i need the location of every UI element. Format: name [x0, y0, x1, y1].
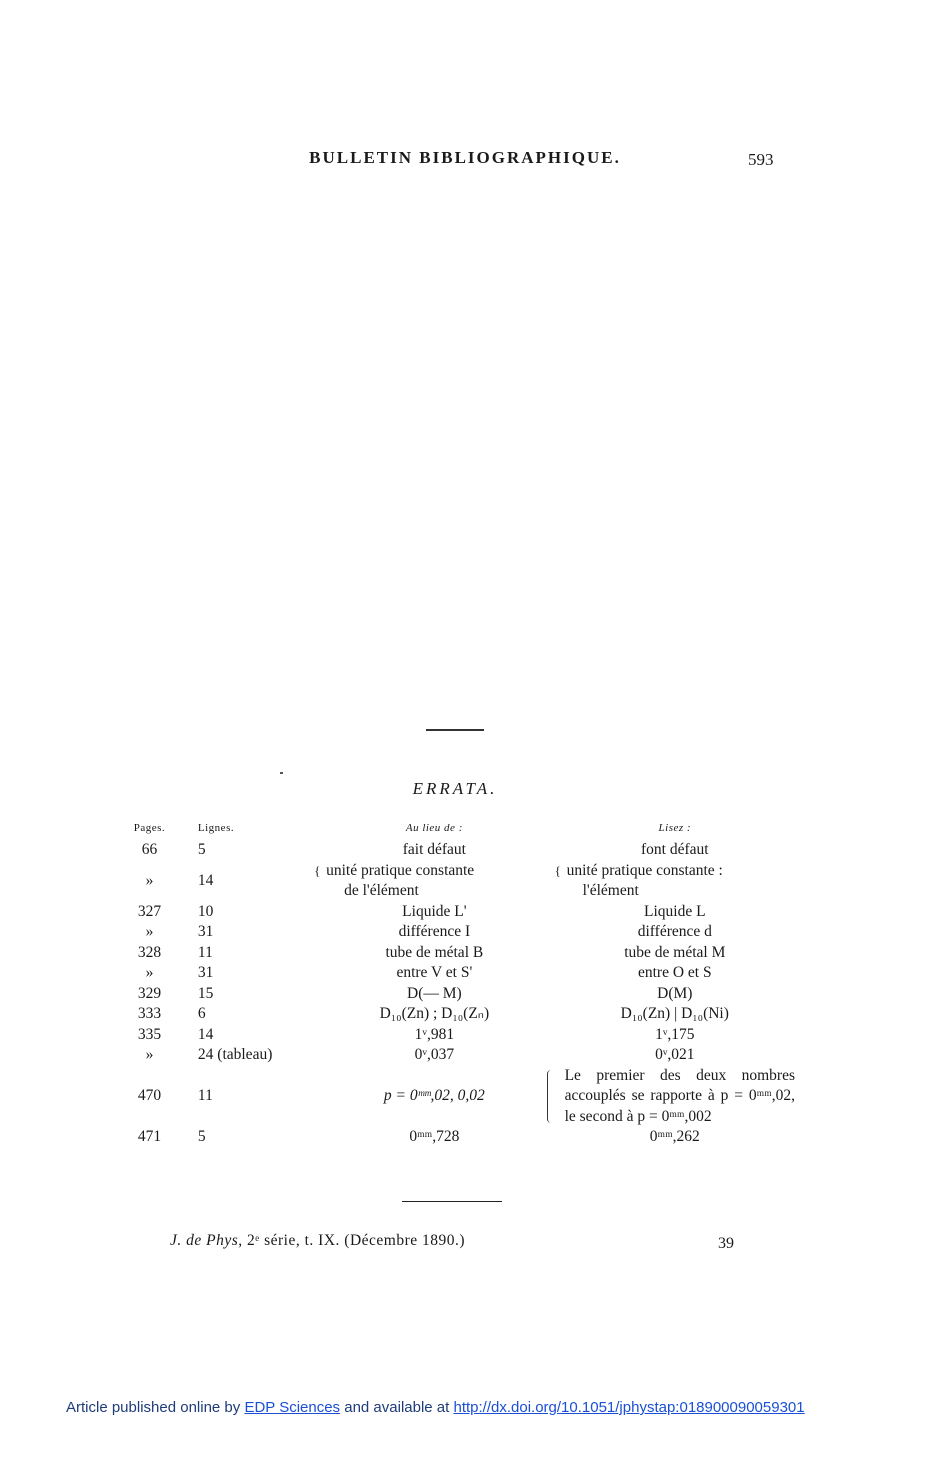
errata-line: 14: [197, 1025, 214, 1043]
errata-row: [125, 1066, 795, 1128]
errata-row: [125, 1004, 795, 1025]
errata-wrong: 1ᵛ,981: [414, 1025, 455, 1043]
errata-table: [125, 822, 795, 1148]
brace-glyph: [547, 1070, 554, 1124]
errata-row: [125, 861, 795, 902]
errata-correct: font défaut: [641, 841, 709, 858]
errata-wrong: fait défaut: [402, 841, 466, 858]
errata-page: »: [145, 964, 154, 981]
errata-wrong: Liquide L': [402, 902, 467, 920]
errata-line: 11: [197, 1087, 213, 1104]
errata-page: »: [145, 1046, 154, 1063]
errata-line: 14: [197, 871, 214, 889]
errata-correct: 1ᵛ,175: [655, 1025, 695, 1043]
publisher-prefix: Article published online by: [66, 1399, 245, 1416]
errata-page: 471: [137, 1128, 162, 1145]
errata-line: 31: [197, 964, 214, 981]
print-speck: [280, 772, 283, 774]
col-header-pages: Pages.: [133, 822, 166, 834]
errata-correct: D₁₀(Zn) | D₁₀(Ni): [620, 1005, 729, 1022]
errata-page: 333: [137, 1005, 162, 1022]
errata-wrong-line: de l'élément: [344, 882, 419, 899]
footer-citation: [170, 1232, 465, 1250]
errata-page: »: [145, 923, 154, 940]
errata-line: 15: [197, 984, 214, 1002]
errata-correct: [555, 861, 795, 902]
errata-correct-line: unité pratique constante :: [566, 861, 723, 879]
errata-page: 328: [137, 943, 162, 961]
errata-correct: différence d: [637, 923, 712, 940]
sheet-number: 39: [718, 1235, 734, 1252]
errata-row: [125, 1127, 795, 1148]
errata-line: 6: [197, 1005, 206, 1022]
footer-rule: [402, 1201, 502, 1202]
errata-wrong: p = 0ᵐᵐ,02, 0,02: [383, 1087, 485, 1104]
errata-line: 31: [197, 923, 214, 940]
errata-header-row: [125, 822, 795, 840]
errata-line: 5: [197, 1128, 206, 1145]
errata-wrong: 0ᵛ,037: [414, 1046, 455, 1063]
errata-row: [125, 1025, 795, 1046]
section-divider: [426, 729, 484, 731]
errata-row: [125, 963, 795, 984]
errata-page: 470: [137, 1087, 162, 1104]
errata-correct: tube de métal M: [624, 943, 726, 961]
errata-row: [125, 1045, 795, 1066]
errata-line: 5: [197, 841, 206, 858]
errata-correct-line: l'élément: [582, 882, 639, 899]
publisher-link[interactable]: EDP Sciences: [244, 1399, 341, 1416]
publisher-middle: and available at: [340, 1399, 454, 1416]
col-header-lisez: Lisez :: [658, 822, 692, 834]
page-number: 593: [748, 150, 774, 169]
errata-row: [125, 984, 795, 1005]
errata-wrong: [314, 861, 554, 902]
errata-correct: Liquide L: [644, 902, 706, 920]
errata-wrong: différence I: [398, 923, 471, 940]
errata-row: [125, 943, 795, 964]
errata-wrong: entre V et S': [396, 964, 473, 981]
errata-correct-text: Le premier des deux nombres accouplés se rapporte à p = 0ᵐᵐ,02, le second à p = 0ᵐᵐ,002: [564, 1066, 795, 1125]
errata-correct: 0ᵛ,021: [655, 1046, 695, 1063]
errata-page: 329: [137, 984, 162, 1002]
errata-page: 327: [137, 902, 162, 920]
journal-name: J. de Phys: [170, 1232, 239, 1249]
errata-line: 24 (tableau): [197, 1046, 273, 1063]
errata-wrong: tube de métal B: [385, 943, 484, 961]
errata-page: 335: [137, 1025, 162, 1043]
errata-correct: D(M): [657, 984, 693, 1002]
brace-glyph: {: [314, 862, 321, 878]
errata-page: 66: [141, 841, 158, 858]
errata-page: »: [145, 871, 154, 889]
doi-link[interactable]: http://dx.doi.org/10.1051/jphystap:018900090059301: [453, 1399, 805, 1416]
col-header-lignes: Lignes.: [197, 822, 235, 834]
running-title: BULLETIN BIBLIOGRAPHIQUE.: [309, 148, 621, 167]
errata-row: [125, 902, 795, 923]
errata-row: [125, 840, 795, 861]
errata-wrong-line: unité pratique constante: [326, 861, 475, 879]
publisher-line: [66, 1399, 805, 1416]
errata-wrong: 0ᵐᵐ,728: [409, 1128, 460, 1145]
errata-wrong: D(— M): [407, 984, 462, 1002]
errata-correct: 0ᵐᵐ,262: [649, 1128, 700, 1145]
citation-details: , 2ᵉ série, t. IX. (Décembre 1890.): [238, 1232, 466, 1249]
errata-title: ERRATA.: [412, 779, 498, 798]
errata-wrong: D₁₀(Zn) ; D₁₀(Zₙ): [379, 1005, 490, 1022]
errata-correct: entre O et S: [637, 964, 712, 981]
errata-correct: [555, 1066, 795, 1128]
errata-row: [125, 922, 795, 943]
brace-glyph: {: [554, 862, 561, 878]
errata-line: 10: [197, 902, 214, 920]
col-header-au-lieu-de: Au lieu de :: [405, 822, 463, 834]
errata-line: 11: [197, 943, 213, 961]
